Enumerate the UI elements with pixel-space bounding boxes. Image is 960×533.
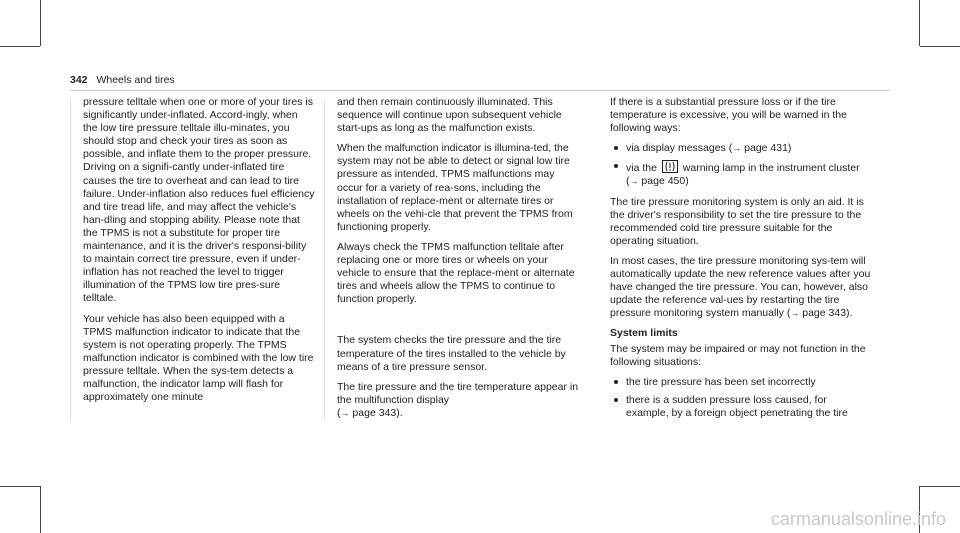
arrow-right-icon: →	[790, 308, 800, 319]
paragraph: Always check the TPMS malfunction telltale after replacing one or more tires or wheels on your vehicle to ensure that the replace-ment or alternate tires and wheels allow the TPMS to continue to function properly.	[337, 240, 575, 306]
paragraph: In most cases, the tire pressure monitoring sys-tem will automatically update the new reference values after you have changed the tire pressure. You can, however, also update the reference val-ues by restarting the tire pressure monitoring system manually (→ page 343).	[610, 254, 871, 320]
paragraph: The system may be impaired or may not function in the following situations:	[610, 342, 866, 368]
paragraph: The tire pressure monitoring system is only an aid. It is the driver's responsibility to set the tire pressure to the recommended cold tire pressure suitable for the operating situation.	[610, 195, 864, 247]
page-reference-link[interactable]: page 343).	[352, 406, 403, 419]
arrow-right-icon: →	[340, 407, 350, 418]
page-reference-link[interactable]: page 343).	[802, 307, 853, 320]
crop-mark	[919, 0, 920, 46]
warning-list	[610, 142, 872, 188]
list-item: via display messages (→ page 431)	[610, 142, 872, 155]
crop-mark	[920, 46, 960, 47]
column-1	[83, 96, 315, 411]
paragraph: Your vehicle has also been equipped with a TPMS malfunction indicator to indicate that the system is not operating properly. The TPMS malfunction indicator is combined with the low tire pressure telltale. When the sys-tem detects a malfunction, the indicator lamp will flash for approximately one minute	[83, 312, 314, 404]
paragraph: and then remain continuously illuminated. This sequence will continue upon subsequent vehicle start-ups as long as the malfunction exists.	[337, 96, 562, 135]
column-3	[610, 96, 872, 427]
crop-mark	[920, 486, 960, 487]
page-header	[70, 74, 175, 86]
crop-mark	[0, 486, 40, 487]
crop-mark	[40, 486, 41, 533]
page-reference-link[interactable]: page 431)	[744, 142, 792, 155]
column-divider	[324, 100, 325, 420]
paragraph: The system checks the tire pressure and the tire temperature of the tires installed to the vehicle by means of a tire pressure sensor.	[337, 334, 566, 373]
paragraph: The tire pressure and the tire temperature appear in the multifunction display (→ page 343).	[337, 380, 579, 419]
section-heading: System limits	[610, 327, 678, 340]
crop-mark	[40, 0, 41, 46]
tire-pressure-warning-icon	[662, 160, 678, 173]
watermark: carmanualsonline.info	[770, 509, 946, 529]
arrow-right-icon: →	[732, 143, 742, 154]
page-reference-link[interactable]: page 450)	[641, 175, 689, 188]
paragraph: If there is a substantial pressure loss or if the tire temperature is excessive, you will be warned in the following ways:	[610, 96, 847, 135]
list-item: there is a sudden pressure loss caused, for example, by a foreign object penetrating the tire	[610, 394, 872, 420]
column-2	[337, 96, 583, 427]
arrow-right-icon: →	[629, 176, 639, 187]
list-item: via the warning lamp in the instrument cluster (→ page 450)	[610, 160, 872, 188]
page-number: 342	[70, 74, 88, 86]
crop-mark	[0, 46, 40, 47]
column-divider	[70, 100, 71, 420]
section-title: Wheels and tires	[96, 74, 175, 86]
paragraph: When the malfunction indicator is illumina-ted, the system may not be able to detect or signal low tire pressure as intended. TPMS malfunctions may occur for a variety of rea-sons, including the installation of replace-ment or alternate tires or wheels on the vehi-cle that prevent the TPMS from functioning properly.	[337, 142, 573, 233]
paragraph: pressure telltale when one or more of your tires is significantly under-inflated. Accord-ingly, when the low tire pressure telltale illu-minates, you should stop and check your tires as soon as possible, and inflate them to the proper pressure. Driving on a signifi-cantly under-inflated tire causes the tire to overheat and can lead to tire failure. Under-inflation also reduces fuel efficiency and tire tread life, and may affect the vehicle's han-dling and stopping ability. Please note that the TPMS is not a substitute for proper tire maintenance, and it is the driver's responsi-bility to maintain correct tire pressure, even if under-inflation has not reached the level to trigger illumination of the TPMS low tire pres-sure telltale.	[83, 96, 315, 305]
limits-list	[610, 376, 872, 420]
list-item: the tire pressure has been set incorrectly	[610, 376, 872, 389]
header-divider	[70, 90, 890, 91]
